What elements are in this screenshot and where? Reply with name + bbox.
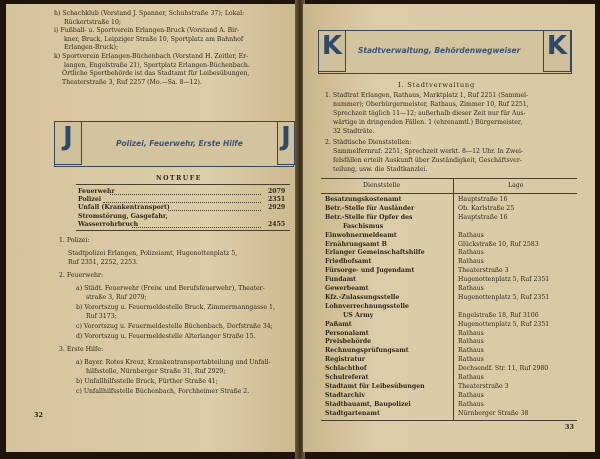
body-line: c) Unfallhilfsstelle Büchenbach, Forchheimer Straße 2. xyxy=(76,388,250,395)
notruf-label: Wasserrohrbruch xyxy=(78,220,139,228)
table-row-name: Kfz.-Zulassungsstelle xyxy=(325,293,400,301)
table-row-location: Rathaus xyxy=(458,249,484,257)
right-page xyxy=(303,4,595,452)
intro-line: wärtige in dringenden Fällen. 1 (ehrenamtl.) Bürgermeister, xyxy=(333,119,523,126)
intro-line: Sammelfernruf: 2251; Sprechzeit werkt. 8—12 Uhr. In Zwei- xyxy=(333,148,524,155)
table-row-name: Lohnverrechnungsstelle xyxy=(325,302,409,310)
table-row-location: Rathaus xyxy=(458,329,484,337)
section-k-title: Stadtverwaltung, Behördenwegweiser xyxy=(358,46,521,55)
table-row-location: Engelstraße 18, Ruf 3106 xyxy=(458,311,539,319)
table-row-location: Hugenottenplatz 5, Ruf 2351 xyxy=(458,320,550,328)
table-row-location: Rathaus xyxy=(458,374,484,381)
table-row-location: Theaterstraße 3 xyxy=(458,267,509,275)
top-item-line: Theaterstraße 3, Ruf 2257 (Mo.—Sa. 8—12). xyxy=(62,78,202,86)
table-row-name: Preisbehörde xyxy=(325,338,372,346)
intro-line: 1. Stadtrat Erlangen, Rathaus, Marktplatz 1, Ruf 2251 (Sammel- xyxy=(325,92,529,99)
table-row-name: Stadtarchiv xyxy=(325,391,366,399)
table-row-location: Rathaus xyxy=(458,400,484,408)
section-j-letter-right: J xyxy=(277,121,295,165)
body-line: a) Städt. Feuerwehr (Freiw. und Berufsfeuerwehr), Theater- xyxy=(76,285,265,292)
table-row-name: Rechnungsprüfungsamt xyxy=(325,347,409,355)
notruf-label: Polizei xyxy=(78,196,102,204)
intro-line: 2. Städtische Dienststellen: xyxy=(325,139,412,146)
body-line: hilfsstelle, Nürnberger Straße 31, Ruf 2929; xyxy=(86,368,226,375)
table-row-name: Paßamt xyxy=(325,320,352,328)
notruf-number: 2455 xyxy=(268,220,286,228)
body-line: a) Bayer. Rotes Kreuz, Krankentransportabteilung und Unfall- xyxy=(76,359,271,366)
body-line: 1. Polizei: xyxy=(59,237,90,244)
table-row-location: Hugenottenplatz 5, Ruf 2351 xyxy=(458,293,550,301)
table-row-name: Fürsorge- und Jugendamt xyxy=(325,267,415,275)
table-row-location: Ob. Karlstraße 25 xyxy=(458,204,515,212)
table-row-name: Einwohnermeldeamt xyxy=(325,231,397,239)
page-number-left: 32 xyxy=(34,411,43,419)
table-row-name: Registratur xyxy=(325,356,365,364)
body-line: 2. Feuerwehr: xyxy=(59,272,104,279)
table-row-location: Hugenottenplatz 5, Ruf 2351 xyxy=(458,276,550,284)
page-number-right: 33 xyxy=(565,423,574,431)
top-item-line: Örtliche Sportbehörde ist das Stadtamt für Leibesübungen, xyxy=(62,70,250,78)
top-item-line: Rückertstraße 10; xyxy=(64,18,121,26)
table-row-location: Rathaus xyxy=(458,231,484,239)
table-row-name: Fundamt xyxy=(325,276,357,284)
table-row-location: Rathaus xyxy=(458,258,484,266)
table-col-divider xyxy=(453,178,454,420)
section-j-title: Polizei, Feuerwehr, Erste Hilfe xyxy=(116,139,243,148)
table-row-location: Hauptstraße 16 xyxy=(458,196,508,203)
section-k-letter: K xyxy=(318,30,346,72)
top-item-line: h) Schachklub (Vorstand J. Spanner, Schuhstraße 37); Lokal: xyxy=(54,10,245,17)
notrufe-title: NOTRUFE xyxy=(156,175,202,182)
top-item-line: k) Sportverein Erlangen-Büchenbach (Vorstand H. Zeitler, Er- xyxy=(54,53,249,60)
notruf-leader xyxy=(132,227,261,228)
table-row-name: Ernährungsamt B xyxy=(325,240,387,248)
notruf-label: Stromstörung, Gasgefahr, xyxy=(78,212,168,220)
notruf-number: 2351 xyxy=(268,196,286,204)
table-row-location: Rathaus xyxy=(458,285,484,292)
table-row-location: Rathaus xyxy=(458,338,484,346)
table-row-location: Rathaus xyxy=(458,356,484,364)
table-header-col1: Dienststelle xyxy=(363,182,401,189)
table-row-name: Betr.-Stelle für Opfer des xyxy=(325,213,413,221)
top-item-line: kner, Bruck, Leipziger Straße 10, Sportplatz am Bahnhof xyxy=(64,35,244,43)
table-row-name: US Army xyxy=(343,311,374,319)
notruf-leader xyxy=(110,194,261,195)
table-row-location: Dechsendf. Str. 11, Ruf 2980 xyxy=(458,365,549,373)
table-rule-bottom xyxy=(321,420,577,421)
notruf-leader xyxy=(168,210,261,211)
notrufe-rule-top xyxy=(76,184,290,185)
table-row-name: Faschismus xyxy=(343,222,384,230)
table-row-location: Rathaus xyxy=(458,391,484,399)
body-line: b) Vorortszug u. Feuermeldestelle Bruck, Zimmermanngasse 1, xyxy=(76,304,275,311)
notruf-number: 2929 xyxy=(268,204,286,212)
body-line: straße 3, Ruf 2079; xyxy=(86,294,147,301)
subtitle: I. Stadtverwaltung xyxy=(398,81,475,89)
notruf-label: Feuerwehr xyxy=(78,188,115,195)
top-item-line: langen, Engelstraße 21), Sportplatz Erlangen-Büchenbach. xyxy=(64,61,250,69)
intro-line: 32 Stadträte. xyxy=(333,128,375,135)
top-item-line: i) Fußball- u. Sportverein Erlangen-Bruck (Vorstand A. Bir- xyxy=(54,27,240,35)
intro-line: nummer); Oberbürgermeister, Rathaus, Zimmer 10, Ruf 2251, xyxy=(333,101,529,108)
section-j-letter: J xyxy=(54,121,82,165)
body-line: c) Vorortszug u. Feuermeldestelle Büchenbach, Dorfstraße 34; xyxy=(76,323,273,330)
table-row-name: Betr.-Stelle für Ausländer xyxy=(325,204,415,212)
table-row-name: Stadtbauamt, Baupolizei xyxy=(325,400,411,408)
left-page xyxy=(6,4,297,452)
table-row-location: Glückstraße 10, Ruf 2583 xyxy=(458,240,539,248)
body-line: Stadtpolizei Erlangen, Polizeiamt, Hugenottenplatz 5, xyxy=(68,250,238,257)
table-row-name: Schulreferat xyxy=(325,374,369,381)
body-line: Ruf 2351, 2252, 2253. xyxy=(68,259,138,266)
intro-line: teilung, usw. die Stadtkanzlei. xyxy=(333,166,428,173)
table-rule-header xyxy=(321,193,577,194)
table-row-location: Hauptstraße 16 xyxy=(458,213,508,221)
table-row-name: Besatzungskostenamt xyxy=(325,196,402,203)
notrufe-rule-bottom xyxy=(76,230,290,231)
table-row-name: Gewerbeamt xyxy=(325,285,369,292)
table-header-col2: Lage xyxy=(508,182,524,189)
table-row-name: Personalamt xyxy=(325,329,369,337)
table-row-name: Stadtgartenamt xyxy=(325,409,380,417)
body-line: b) Unfallhilfsstelle Bruck, Fürther Straße 41; xyxy=(76,378,218,385)
intro-line: felsfällen erteilt Auskunft über Zuständigkeit, Geschäftsver- xyxy=(333,157,522,164)
notruf-number: 2079 xyxy=(268,188,286,195)
body-line: Ruf 3173; xyxy=(86,313,117,320)
top-item-line: Erlangen-Bruck); xyxy=(64,44,119,52)
body-line: 3. Erste Hilfe: xyxy=(59,346,104,353)
table-row-name: Erlanger Gemeinschaftshilfe xyxy=(325,249,425,257)
table-row-name: Stadtamt für Leibesübungen xyxy=(325,382,425,390)
table-row-name: Schlachthof xyxy=(325,365,367,373)
table-row-name: Friedhofsamt xyxy=(325,258,372,266)
table-rule-top xyxy=(321,178,577,179)
intro-line: Sprechzeit täglich 11—12; außerhalb dieser Zeit nur für Aus- xyxy=(333,110,526,117)
table-row-location: Theaterstraße 3 xyxy=(458,382,509,390)
table-row-location: Nürnberger Straße 38 xyxy=(458,409,529,417)
body-line: d) Vorortszug u. Feuermeldestelle Alterlanger Straße 15. xyxy=(76,333,256,340)
notruf-label: Unfall (Krankentransport) xyxy=(78,204,170,212)
section-k-letter-right: K xyxy=(543,30,571,72)
table-row-location: Rathaus xyxy=(458,347,484,355)
notruf-leader xyxy=(103,202,261,203)
